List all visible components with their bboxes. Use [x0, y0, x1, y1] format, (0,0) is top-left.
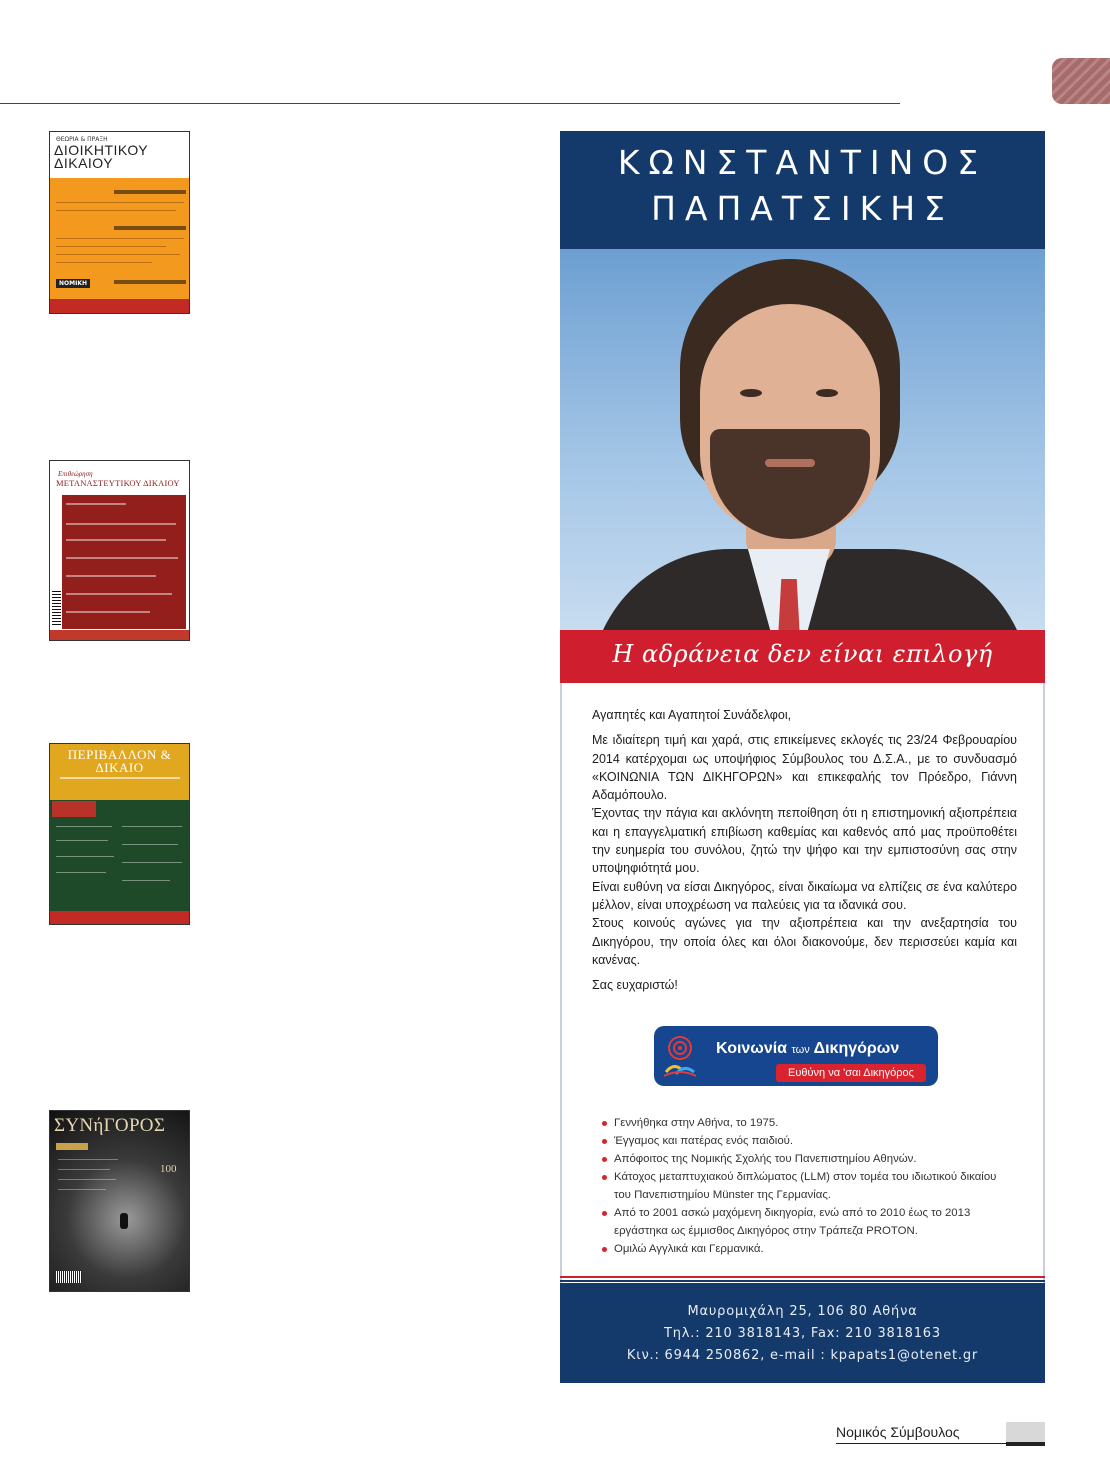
- cover-title: ΔΙΟΙΚΗΤΙΚΟΥ ΔΙΚΑΙΟΥ: [54, 142, 148, 171]
- page-number-box: [1006, 1422, 1045, 1446]
- party-name-main: Κοινωνία: [716, 1040, 787, 1057]
- campaign-advertisement: [560, 131, 1045, 1383]
- slogan-text: Η αδράνεια δεν είναι επιλογή: [612, 640, 993, 668]
- magazine-cover-metanasteftikou-dikaiou[interactable]: [49, 460, 190, 641]
- cover-text-line: [60, 777, 180, 779]
- cover-text-line: [56, 826, 112, 827]
- portrait-eye: [740, 389, 762, 397]
- candidate-portrait: [560, 249, 1045, 630]
- cover-text-line: [122, 862, 182, 863]
- party-logo: [654, 1026, 938, 1086]
- cover-text-line: [122, 826, 182, 827]
- candidate-first-name: ΚΩΝΣΤΑΝΤΙΝΟΣ: [617, 143, 988, 182]
- cover-text-line: [58, 1189, 106, 1190]
- contact-address: Μαυρομιχάλη 25, 106 80 Αθήνα: [687, 1304, 918, 1319]
- candidate-name-banner: [560, 131, 1045, 249]
- bio-item: Απόφοιτος της Νομικής Σχολής του Πανεπιστημίου Αθηνών.: [602, 1150, 1012, 1168]
- candidate-bio: [602, 1114, 1012, 1258]
- cover-footer-band: [50, 911, 189, 924]
- bio-item: Ομιλώ Αγγλικά και Γερμανικά.: [602, 1240, 1012, 1258]
- cover-text-line: [66, 611, 150, 613]
- magazine-cover-synigoros[interactable]: [49, 1110, 190, 1292]
- cover-text-line: [56, 246, 166, 247]
- cover-footer-band: [50, 299, 189, 313]
- issue-number: 100: [160, 1163, 177, 1175]
- cover-label-block: [52, 801, 96, 817]
- cover-text-line: [56, 238, 184, 239]
- portrait-beard: [710, 429, 870, 539]
- letter-paragraph: Με ιδιαίτερη τιμή και χαρά, στις επικείμενες εκλογές τις 23/24 Φεβρουαρίου 2014 κατέρχομαι ως υποψήφιος Σύμβουλος του Δ.Σ.Α., με το συνδυασμό «ΚΟΙΝΩΝΙΑ ΤΩΝ ΔΙΚΗΓΟΡΩΝ» και επικεφαλής τον Πρόεδρο, Γιάννη Αδαμόπουλο.: [592, 733, 1017, 803]
- candidate-last-name: ΠΑΠΑΤΣΙΚΗΣ: [651, 189, 954, 228]
- cover-text-line: [58, 1179, 116, 1180]
- cover-text-line: [66, 523, 176, 525]
- cover-text-line: [56, 210, 176, 211]
- publisher-badge: ΝΟΜΙΚΗ: [56, 279, 90, 288]
- cover-text-line: [66, 575, 156, 577]
- magazine-cover-dioikitikou-dikaiou[interactable]: [49, 131, 190, 314]
- cover-small-title: ΘΕΩΡΙΑ & ΠΡΑΞΗ: [56, 136, 108, 143]
- cover-text-line: [66, 557, 178, 559]
- contact-phone: Τηλ.: 210 3818143, Fax: 210 3818163: [664, 1326, 941, 1341]
- rose-emblem-icon: [662, 1032, 698, 1080]
- bio-item: Έγγαμος και πατέρας ενός παιδιού.: [602, 1132, 1012, 1150]
- barcode: [56, 1271, 82, 1283]
- cover-text-line: [56, 254, 180, 255]
- letter-greeting: Αγαπητές και Αγαπητοί Συνάδελφοι,: [592, 708, 792, 722]
- section-tab: [1052, 58, 1110, 104]
- cover-text-line: [56, 202, 184, 203]
- cover-text-line: [56, 262, 152, 263]
- cover-title: ΠΕΡΙΒΑΛΛΟΝ & ΔΙΚΑΙΟ: [67, 747, 172, 775]
- party-tagline: Ευθύνη να 'σαι Δικηγόρος: [776, 1064, 926, 1082]
- candidate-letter: [592, 706, 1017, 994]
- letter-paragraph: Είναι ευθύνη να είσαι Δικηγόρος, είναι δικαίωμα να ελπίζεις σε ένα καλύτερο μέλλον, είναι υποχρέωση να παλεύεις για τα ιδανικά σου.: [592, 879, 1017, 912]
- climber-figure: [120, 1213, 128, 1229]
- bio-item: Γεννήθηκα στην Αθήνα, το 1975.: [602, 1114, 1012, 1132]
- cover-footer-band: [50, 630, 189, 640]
- barcode: [52, 589, 61, 625]
- contact-block: [560, 1283, 1045, 1383]
- party-name-small: των: [791, 1044, 810, 1056]
- bio-item: Από το 2001 ασκώ μαχόμενη δικηγορία, ενώ από το 2010 έως το 2013 εργάστηκα ως έμμισθος Δικηγόρος στην Τράπεζα PROTON.: [602, 1204, 1012, 1240]
- cover-tag: [56, 1143, 88, 1150]
- cover-text-line: [56, 856, 114, 857]
- divider: [560, 1280, 1045, 1282]
- cover-section-bar: [114, 190, 186, 194]
- cover-text-line: [58, 1159, 118, 1160]
- cover-text-line: [58, 1169, 110, 1170]
- footer-rule: [836, 1443, 1006, 1444]
- letter-thanks: Σας ευχαριστώ!: [592, 978, 678, 993]
- portrait-tie: [778, 579, 800, 630]
- header-rule: [0, 103, 900, 104]
- portrait-eye: [816, 389, 838, 397]
- slogan-banner: [560, 630, 1045, 683]
- bio-item: Κάτοχος μεταπτυχιακού διπλώματος (LLM) στον τομέα του ιδιωτικού δικαίου του Πανεπιστημίου Münster της Γερμανίας.: [602, 1168, 1012, 1204]
- cover-section-bar: [114, 280, 186, 284]
- cover-section-bar: [114, 226, 186, 230]
- cover-text-line: [66, 593, 172, 595]
- cover-title: ΜΕΤΑΝΑΣΤΕΥΤΙΚΟΥ ΔΙΚΑΙΟΥ: [56, 478, 180, 488]
- cover-contents-box: [62, 495, 186, 629]
- contact-mobile-email: Κιν.: 6944 250862, e-mail : kpapats1@otenet.gr: [626, 1348, 979, 1363]
- cover-text-line: [66, 503, 126, 505]
- magazine-cover-perivallon-dikaio[interactable]: [49, 743, 190, 925]
- cover-text-line: [122, 880, 170, 881]
- party-name-end: Δικηγόρων: [813, 1040, 900, 1057]
- letter-paragraph: Στους κοινούς αγώνες για την αξιοπρέπεια και την ανεξαρτησία του Δικηγόρου, την οποία όλες και όλοι διακονούμε, δεν περισσεύει καμία και κανένας.: [592, 916, 1017, 967]
- cover-text-line: [56, 872, 106, 873]
- cover-text-line: [56, 840, 108, 841]
- party-name: [716, 1040, 899, 1058]
- letter-paragraph: Έχοντας την πάγια και ακλόνητη πεποίθηση ότι η επιστημονική αξιοπρέπεια και η επαγγελματική επιβίωση καθεμίας και καθενός από μας προϋποθέτει την ευημερία του συνόλου, ζητώ την ψήφο και την εμπιστοσύνη σας στην υποψηφιότητά μου.: [592, 806, 1017, 876]
- cover-text-line: [66, 539, 166, 541]
- portrait-mouth: [765, 459, 815, 467]
- magazine-footer-title: Νομικός Σύμβουλος: [836, 1424, 960, 1440]
- divider: [560, 1276, 1045, 1278]
- cover-title: ΣΥΝήΓΟΡΟΣ: [54, 1115, 166, 1136]
- cover-subtitle: Επιθεώρηση: [58, 470, 93, 478]
- cover-text-line: [122, 844, 178, 845]
